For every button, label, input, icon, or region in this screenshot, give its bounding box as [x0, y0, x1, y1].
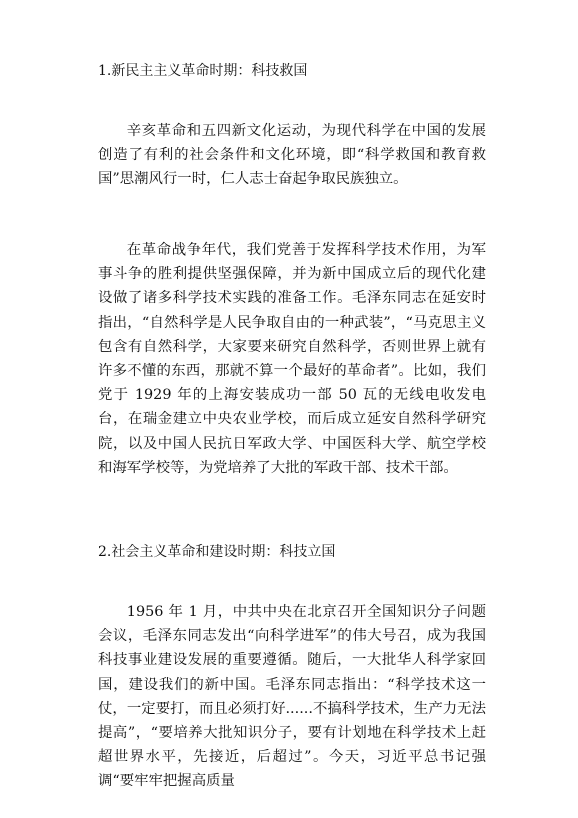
section-heading-1: 1.新民主主义革命时期：科技救国: [98, 63, 308, 79]
section-heading-2: 2.社会主义革命和建设时期：科技立国: [98, 544, 336, 560]
paragraph-1-2: 在革命战争年代，我们党善于发挥科学技术作用，为军事斗争的胜利提供坚强保障，并为新中国成立后的现代化建设做了诸多科学技术实践的准备工作。毛泽东同志在延安时指出，“自然科学是人民争取自由的一种武装”，“马克思主义包含有自然科学，大家要来研究自然科学，否则世界上就有许多不懂的东西，那就不算一个最好的革命者”。比如，我们党于 1929 年的上海安装成功一部 50 瓦的无线电收发电台，在瑞金建立中央农业学校，而后成立延安自然科学研究院，以及中国人民抗日军政大学、中国医科大学、航空学校和海军学校等，为党培养了大批的军政干部、技术干部。: [98, 242, 486, 476]
paragraph-2-1: 1956 年 1 月，中共中央在北京召开全国知识分子问题会议，毛泽东同志发出“向科学进军”的伟大号召，成为我国科技事业建设发展的重要遵循。随后，一大批华人科学家回国，建设我们的新中国。毛泽东同志指出：“科学技术这一仗，一定要打，而且必须打好......不搞科学技术，生产力无法提高”，“要培养大批知识分子，要有计划地在科学技术上赶超世界水平，先接近，后超过”。今天，习近平总书记强调“要牢牢把握高质量: [98, 604, 486, 790]
paragraph-1-1: 辛亥革命和五四新文化运动，为现代科学在中国的发展创造了有利的社会条件和文化环境，即“科学救国和教育救国”思潮风行一时，仁人志士奋起争取民族独立。: [98, 123, 486, 188]
